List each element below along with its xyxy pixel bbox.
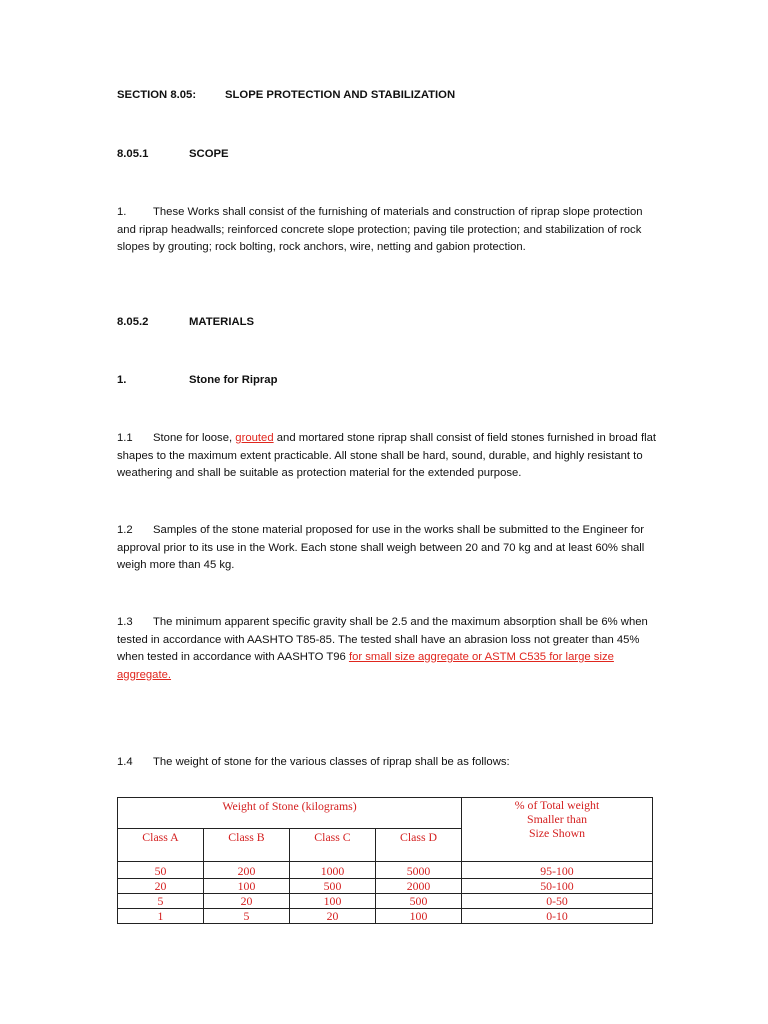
paragraph-1-3-text: The minimum apparent specific gravity shall be 2.5 and the maximum absorption shall be 6% when tested in accordance with AASHTO T85-85. The tested shall have an abrasion loss not greater than 45% when tested in accordance with AASHTO T96 <box>117 616 648 663</box>
materials-number: 8.05.2 <box>117 316 149 328</box>
scope-paragraph-number: 1. <box>117 206 127 218</box>
table-cell: 95-100 <box>462 862 653 879</box>
paragraph-1-1-highlight: grouted <box>235 432 274 444</box>
stone-riprap-heading <box>117 372 657 390</box>
stone-riprap-number: 1. <box>117 374 127 386</box>
section-heading <box>117 87 657 105</box>
table-cell: 0-10 <box>462 909 653 924</box>
table-cell: 100 <box>204 879 290 894</box>
paragraph-1-3-highlight: for small size aggregate or ASTM C535 for large size aggregate. <box>117 651 614 681</box>
class-d-header: Class D <box>376 829 462 862</box>
table-row <box>118 894 653 909</box>
stone-riprap-title: Stone for Riprap <box>189 374 278 386</box>
table-row <box>118 862 653 879</box>
class-b-header: Class B <box>204 829 290 862</box>
table-cell: 20 <box>204 894 290 909</box>
percent-header <box>462 798 653 862</box>
table-cell: 500 <box>290 879 376 894</box>
table-cell: 20 <box>118 879 204 894</box>
table-header-row <box>118 798 653 829</box>
paragraph-1-1 <box>117 430 657 483</box>
class-a-header: Class A <box>118 829 204 862</box>
riprap-weight-table <box>117 797 653 924</box>
paragraph-1-1-text-a: Stone for loose, <box>153 432 236 444</box>
table-cell: 50-100 <box>462 879 653 894</box>
table-cell: 20 <box>290 909 376 924</box>
table-row <box>118 909 653 924</box>
materials-heading <box>117 314 657 332</box>
scope-title: SCOPE <box>189 148 229 160</box>
table-cell: 2000 <box>376 879 462 894</box>
percent-header-line-2: Smaller than <box>527 812 587 826</box>
materials-title: MATERIALS <box>189 316 255 328</box>
paragraph-1-1-number: 1.1 <box>117 432 133 444</box>
table-row <box>118 879 653 894</box>
table-cell: 1000 <box>290 862 376 879</box>
table-cell: 500 <box>376 894 462 909</box>
table-cell: 100 <box>290 894 376 909</box>
paragraph-1-3-number: 1.3 <box>117 616 133 628</box>
section-title: SLOPE PROTECTION AND STABILIZATION <box>225 89 456 101</box>
table-cell: 0-50 <box>462 894 653 909</box>
table-cell: 100 <box>376 909 462 924</box>
paragraph-1-4-text: The weight of stone for the various classes of riprap shall be as follows: <box>153 756 510 768</box>
paragraph-1-2-number: 1.2 <box>117 524 133 536</box>
paragraph-1-2-text: Samples of the stone material proposed for use in the works shall be submitted to the Engineer for approval prior to its use in the Work. Each stone shall weigh between 20 and 70 kg and at least 60% shall weigh more than 45 kg. <box>117 524 645 571</box>
paragraph-1-4 <box>117 754 657 772</box>
scope-heading <box>117 146 657 164</box>
table-cell: 5 <box>204 909 290 924</box>
paragraph-1-4-number: 1.4 <box>117 756 133 768</box>
table-cell: 200 <box>204 862 290 879</box>
scope-paragraph <box>117 204 657 257</box>
scope-paragraph-text: These Works shall consist of the furnishing of materials and construction of riprap slope protection and riprap headwalls; reinforced concrete slope protection; paving tile protection; and stabilization of rock slopes by grouting; rock bolting, rock anchors, wire, netting and gabion protection. <box>117 206 643 253</box>
percent-header-line-3: Size Shown <box>528 826 586 840</box>
scope-number: 8.05.1 <box>117 148 149 160</box>
section-number: SECTION 8.05: <box>117 89 197 101</box>
table-cell: 50 <box>118 862 204 879</box>
paragraph-1-3 <box>117 614 657 684</box>
weight-header: Weight of Stone (kilograms) <box>118 798 462 829</box>
paragraph-1-2 <box>117 522 657 575</box>
table-cell: 5000 <box>376 862 462 879</box>
percent-header-line-1: % of Total weight <box>514 798 600 812</box>
paragraph-1-1-text-b: and mortared stone riprap shall consist of field stones furnished in broad flat shapes to the maximum extent practicable. All stone shall be hard, sound, durable, and highly resistant to weathering and shall be suitable as protection material for the extended purpose. <box>117 432 657 479</box>
class-c-header: Class C <box>290 829 376 862</box>
table-cell: 5 <box>118 894 204 909</box>
table-cell: 1 <box>118 909 204 924</box>
